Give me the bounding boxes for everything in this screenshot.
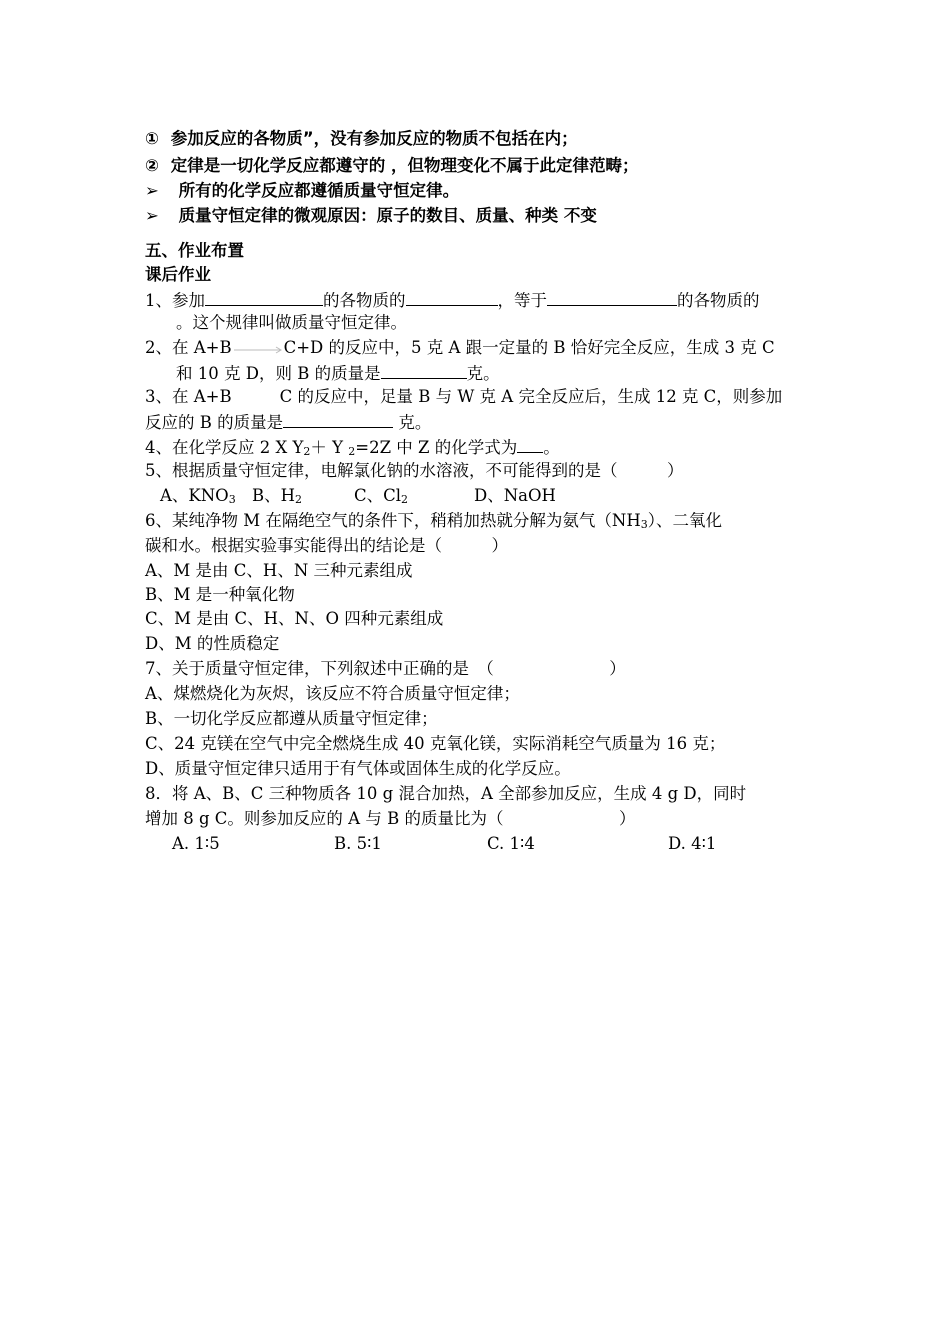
- section-title: 五、作业布置: [145, 241, 244, 260]
- question-6-option-a: A、M 是由 C、H、N 三种元素组成: [145, 561, 413, 580]
- blank-field: [205, 288, 323, 306]
- question-7-stem: 7、关于质量守恒定律，下列叙述中正确的是 （ ）: [145, 659, 626, 678]
- question-6-option-b: B、M 是一种氧化物: [145, 585, 295, 604]
- summary-line-4: [145, 205, 597, 227]
- option-a: A、$KNO_3$: [160, 486, 236, 506]
- option-a: A. 1∶5: [172, 834, 220, 853]
- question-6-option-c: C、M 是由 C、H、N、O 四种元素组成: [145, 609, 444, 628]
- question-6-option-d: D、M 的性质稳定: [145, 634, 280, 653]
- option-c: C. 1∶4: [487, 834, 535, 853]
- summary-text-4: 质量守恒定律的微观原因：原子的数目、质量、种类 不变: [178, 206, 597, 225]
- blank-field: [517, 435, 543, 453]
- option-d: D. 4∶1: [668, 834, 717, 853]
- circled-one-marker: ①: [145, 129, 159, 148]
- question-1-line-2: 。这个规律叫做质量守恒定律。: [176, 313, 407, 332]
- blank-field: [283, 410, 393, 428]
- question-4: 4、在化学反应 2 X $Y_2+ Y$ $_2$=2Z 中 Z 的化学式为 。: [145, 435, 560, 463]
- question-6-stem-1: 6、某纯净物 M 在隔绝空气的条件下，稍稍加热就分解为氨气$(NH_3)$、二氧化: [145, 511, 722, 531]
- question-8-options: [172, 833, 716, 855]
- question-7-option-b: B、一切化学反应都遵从质量守恒定律；: [145, 709, 438, 728]
- question-6-stem-2: 碳和水。根据实验事实能得出的结论是（ ）: [145, 536, 508, 555]
- summary-text-1: 参加反应的各物质”，没有参加反应的物质不包括在内；: [170, 129, 578, 148]
- option-c: C、$Cl_2$: [354, 486, 409, 506]
- blank-field: [547, 288, 677, 306]
- question-5-stem: 5、根据质量守恒定律，电解氯化钠的水溶液，不可能得到的是（ ）: [145, 461, 684, 480]
- question-7-option-c: C、24 克镁在空气中完全燃烧生成 40 克氧化镁，实际消耗空气质量为 16 克；: [145, 734, 726, 753]
- question-2-line-1: 2、在 A+B C+D 的反应中，5 克 A 跟一定量的 B 恰好完全反应，生成 3 克 C: [145, 338, 775, 357]
- option-b: B. 5∶1: [334, 834, 382, 853]
- summary-line-3: [145, 180, 459, 202]
- question-7-option-a: A、煤燃烧化为灰烬，该反应不符合质量守恒定律；: [145, 684, 520, 703]
- circled-two-marker: ②: [145, 156, 159, 175]
- option-b: B、$H_2$: [252, 486, 303, 506]
- question-7-option-d: D、质量守恒定律只适用于有气体或固体生成的化学反应。: [145, 759, 571, 778]
- question-8-stem-1: 8．将 A、B、C 三种物质各 10 g 混合加热，A 全部参加反应，生成 4 g D，同时: [145, 784, 747, 803]
- arrow-bullet-icon: ➢: [145, 206, 159, 225]
- arrow-bullet-icon: ➢: [145, 181, 159, 200]
- reaction-arrow-icon: [232, 342, 284, 356]
- blank-field: [381, 361, 467, 379]
- question-5-options: [160, 485, 556, 511]
- summary-text-2: 定律是一切化学反应都遵守的 ，但物理变化不属于此定律范畴；: [170, 156, 639, 175]
- question-8-stem-2: 增加 8 g C。则参加反应的 A 与 B 的质量比为（ ）: [145, 809, 636, 828]
- question-3-line-1: 3、在 A+B C 的反应中，足量 B 与 W 克 A 完全反应后，生成 12 克 C，则参加: [145, 387, 783, 406]
- question-3-line-2: 反应的 B 的质量是 克。: [145, 410, 431, 434]
- question-2-line-2: 和 10 克 D，则 B 的质量是 克。: [176, 361, 500, 385]
- option-d: D、NaOH: [474, 486, 556, 505]
- blank-field: [406, 288, 498, 306]
- summary-text-3: 所有的化学反应都遵循质量守恒定律。: [178, 181, 460, 200]
- section-subtitle: 课后作业: [145, 265, 211, 284]
- summary-line-1: [145, 128, 578, 150]
- summary-line-2: [145, 155, 638, 177]
- question-1-line-1: 1、参加 的各物质的 ，等于 的各物质的: [145, 288, 760, 312]
